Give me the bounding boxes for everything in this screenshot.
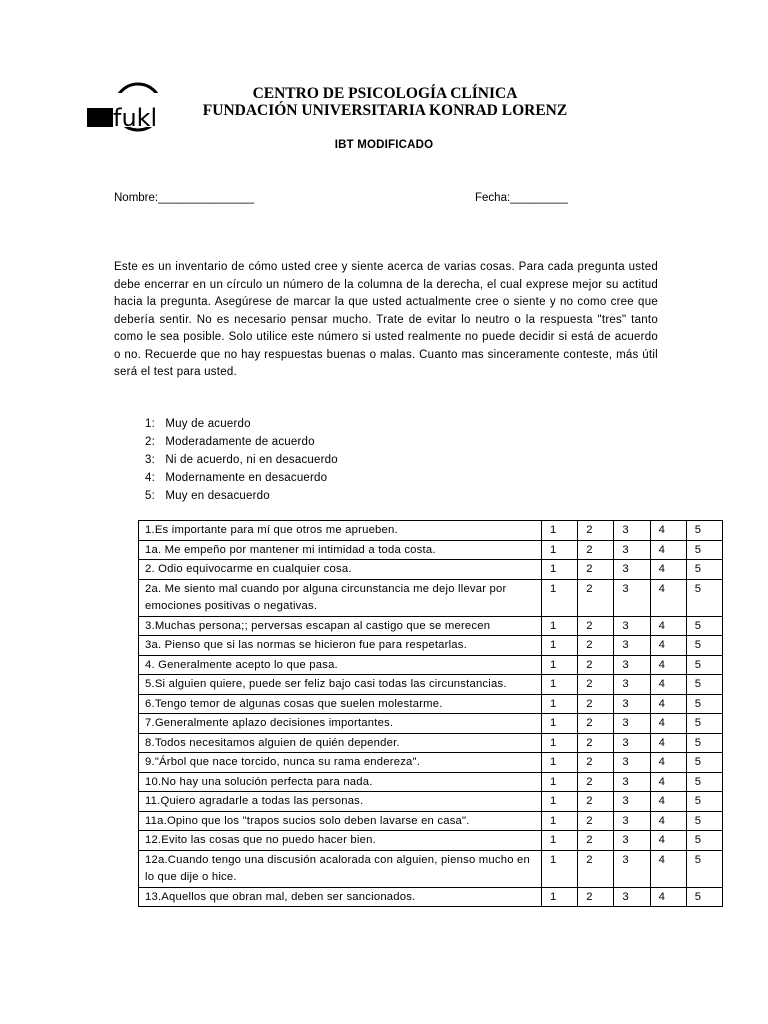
question-row [139,579,723,616]
scale-number: 1: [145,418,155,430]
question-text: 3.Muchas persona;; perversas escapan al castigo que se merecen [139,616,542,636]
question-row [139,694,723,714]
answer-option-2[interactable]: 2 [578,540,614,560]
answer-option-1[interactable]: 1 [542,887,578,907]
document-title: IBT MODIFICADO [334,139,434,151]
answer-option-2[interactable]: 2 [578,714,614,734]
answer-option-3[interactable]: 3 [614,579,650,616]
answer-option-3[interactable]: 3 [614,811,650,831]
answer-option-2[interactable]: 2 [578,811,614,831]
answer-option-3[interactable]: 3 [614,616,650,636]
answer-option-3[interactable]: 3 [614,694,650,714]
logo-text: fukl [113,104,158,132]
question-text: 8.Todos necesitamos alguien de quién depender. [139,733,542,753]
question-text: 1a. Me empeño por mantener mi intimidad a toda costa. [139,540,542,560]
question-text: 10.No hay una solución perfecta para nada. [139,772,542,792]
answer-option-1[interactable]: 1 [542,792,578,812]
answer-option-3[interactable]: 3 [614,540,650,560]
answer-option-1[interactable]: 1 [542,694,578,714]
question-row [139,714,723,734]
scale-label: Muy en desacuerdo [165,490,270,502]
name-field[interactable]: Nombre:_______________ [114,192,255,204]
question-text: 9."Árbol que nace torcido, nunca su rama endereza". [139,753,542,773]
answer-option-1[interactable]: 1 [542,560,578,580]
answer-option-2[interactable]: 2 [578,675,614,695]
answer-option-4[interactable]: 4 [650,753,686,773]
answer-option-5[interactable]: 5 [686,887,722,907]
answer-option-5[interactable]: 5 [686,521,722,541]
question-row [139,521,723,541]
fukl-logo [87,81,165,133]
answer-option-2[interactable]: 2 [578,655,614,675]
questionnaire-table-body [139,521,723,907]
answer-option-1[interactable]: 1 [542,772,578,792]
scale-number: 4: [145,472,155,484]
answer-option-4[interactable]: 4 [650,675,686,695]
answer-option-2[interactable]: 2 [578,733,614,753]
question-text: 1.Es importante para mí que otros me aprueben. [139,521,542,541]
answer-option-2[interactable]: 2 [578,792,614,812]
answer-option-5[interactable]: 5 [686,792,722,812]
question-text: 4. Generalmente acepto lo que pasa. [139,655,542,675]
answer-option-4[interactable]: 4 [650,540,686,560]
scale-item [145,487,338,505]
answer-option-2[interactable]: 2 [578,521,614,541]
question-text: 13.Aquellos que obran mal, deben ser sancionados. [139,887,542,907]
answer-option-5[interactable]: 5 [686,655,722,675]
answer-option-5[interactable]: 5 [686,560,722,580]
answer-option-5[interactable]: 5 [686,831,722,851]
answer-option-2[interactable]: 2 [578,831,614,851]
scale-item [145,415,338,433]
answer-option-2[interactable]: 2 [578,694,614,714]
answer-option-5[interactable]: 5 [686,772,722,792]
answer-option-1[interactable]: 1 [542,579,578,616]
answer-option-4[interactable]: 4 [650,733,686,753]
answer-option-3[interactable]: 3 [614,636,650,656]
question-row [139,655,723,675]
answer-option-1[interactable]: 1 [542,655,578,675]
answer-option-4[interactable]: 4 [650,850,686,887]
question-row [139,772,723,792]
scale-item [145,469,338,487]
question-text: 11.Quiero agradarle a todas las personas. [139,792,542,812]
answer-option-1[interactable]: 1 [542,616,578,636]
answer-option-3[interactable]: 3 [614,560,650,580]
answer-option-4[interactable]: 4 [650,655,686,675]
answer-option-1[interactable]: 1 [542,850,578,887]
answer-option-5[interactable]: 5 [686,636,722,656]
answer-option-4[interactable]: 4 [650,831,686,851]
header-foundation-name: FUNDACIÓN UNIVERSITARIA KONRAD LORENZ [202,102,568,119]
answer-option-2[interactable]: 2 [578,753,614,773]
date-field[interactable]: Fecha:_________ [475,192,568,204]
scale-label: Muy de acuerdo [165,418,251,430]
answer-option-4[interactable]: 4 [650,714,686,734]
question-row [139,636,723,656]
answer-option-4[interactable]: 4 [650,694,686,714]
answer-option-5[interactable]: 5 [686,694,722,714]
answer-option-1[interactable]: 1 [542,714,578,734]
answer-option-1[interactable]: 1 [542,733,578,753]
question-row [139,753,723,773]
scale-label: Modernamente en desacuerdo [165,472,328,484]
question-row [139,560,723,580]
answer-option-4[interactable]: 4 [650,811,686,831]
scale-item [145,433,338,451]
answer-option-4[interactable]: 4 [650,887,686,907]
question-text: 11a.Opino que los "trapos sucios solo deben lavarse en casa". [139,811,542,831]
answer-option-1[interactable]: 1 [542,540,578,560]
question-text: 5.Si alguien quiere, puede ser feliz bajo casi todas las circunstancias. [139,675,542,695]
question-row [139,675,723,695]
question-row [139,887,723,907]
answer-option-5[interactable]: 5 [686,675,722,695]
question-row [139,811,723,831]
answer-option-3[interactable]: 3 [614,521,650,541]
answer-option-5[interactable]: 5 [686,616,722,636]
answer-option-3[interactable]: 3 [614,675,650,695]
question-row [139,850,723,887]
question-text: 12a.Cuando tengo una discusión acalorada con alguien, pienso mucho en lo que dije o hice. [139,850,542,887]
question-row [139,540,723,560]
scale-label: Ni de acuerdo, ni en desacuerdo [165,454,338,466]
answer-option-2[interactable]: 2 [578,636,614,656]
question-row [139,792,723,812]
answer-option-3[interactable]: 3 [614,772,650,792]
answer-option-3[interactable]: 3 [614,831,650,851]
question-row [139,733,723,753]
answer-option-4[interactable]: 4 [650,772,686,792]
answer-option-1[interactable]: 1 [542,811,578,831]
question-text: 3a. Pienso que si las normas se hicieron fue para respetarlas. [139,636,542,656]
answer-option-5[interactable]: 5 [686,811,722,831]
answer-option-3[interactable]: 3 [614,753,650,773]
scale-label: Moderadamente de acuerdo [165,436,315,448]
question-text: 6.Tengo temor de algunas cosas que suelen molestarme. [139,694,542,714]
answer-option-1[interactable]: 1 [542,675,578,695]
answer-option-4[interactable]: 4 [650,521,686,541]
question-row [139,616,723,636]
answer-option-2[interactable]: 2 [578,850,614,887]
instructions-paragraph: Este es un inventario de cómo usted cree y siente acerca de varias cosas. Para cada pregunta usted debe encerrar en un círculo un número de la columna de la derecha, el cual exprese mejor su actitud hacia la pregunta. Asegúrese de marcar la que usted actualmente cree o siente y no como cree que debería sentir. No es necesario pensar mucho. Trate de evitar lo neutro o la respuesta "tres" tanto como le sea posible. Solo utilice este número si usted realmente no puede decidir si está de acuerdo o no. Recuerde que no hay respuestas buenas o malas. Cuanto mas sinceramente conteste, más útil será el test para usted. [114,261,658,378]
answer-option-4[interactable]: 4 [650,579,686,616]
question-row [139,831,723,851]
question-text: 12.Evito las cosas que no puedo hacer bien. [139,831,542,851]
answer-option-4[interactable]: 4 [650,616,686,636]
scale-number: 3: [145,454,155,466]
answer-option-4[interactable]: 4 [650,792,686,812]
answer-option-2[interactable]: 2 [578,579,614,616]
answer-option-5[interactable]: 5 [686,733,722,753]
answer-option-5[interactable]: 5 [686,540,722,560]
answer-option-3[interactable]: 3 [614,850,650,887]
scale-item [145,451,338,469]
answer-option-1[interactable]: 1 [542,636,578,656]
scale-number: 5: [145,490,155,502]
answer-option-2[interactable]: 2 [578,772,614,792]
question-text: 2. Odio equivocarme en cualquier cosa. [139,560,542,580]
answer-option-3[interactable]: 3 [614,733,650,753]
answer-option-1[interactable]: 1 [542,831,578,851]
question-text: 2a. Me siento mal cuando por alguna circunstancia me dejo llevar por emociones positivas o negativas. [139,579,542,616]
answer-option-2[interactable]: 2 [578,616,614,636]
response-scale-legend [145,415,338,505]
question-text: 7.Generalmente aplazo decisiones importantes. [139,714,542,734]
answer-option-5[interactable]: 5 [686,850,722,887]
answer-option-5[interactable]: 5 [686,714,722,734]
answer-option-4[interactable]: 4 [650,560,686,580]
answer-option-2[interactable]: 2 [578,560,614,580]
answer-option-5[interactable]: 5 [686,753,722,773]
answer-option-3[interactable]: 3 [614,792,650,812]
answer-option-3[interactable]: 3 [614,887,650,907]
answer-option-3[interactable]: 3 [614,714,650,734]
questionnaire-table [138,520,723,907]
answer-option-1[interactable]: 1 [542,521,578,541]
answer-option-2[interactable]: 2 [578,887,614,907]
header-center-name: CENTRO DE PSICOLOGÍA CLÍNICA [252,85,518,102]
answer-option-4[interactable]: 4 [650,636,686,656]
answer-option-1[interactable]: 1 [542,753,578,773]
scale-number: 2: [145,436,155,448]
answer-option-3[interactable]: 3 [614,655,650,675]
answer-option-5[interactable]: 5 [686,579,722,616]
